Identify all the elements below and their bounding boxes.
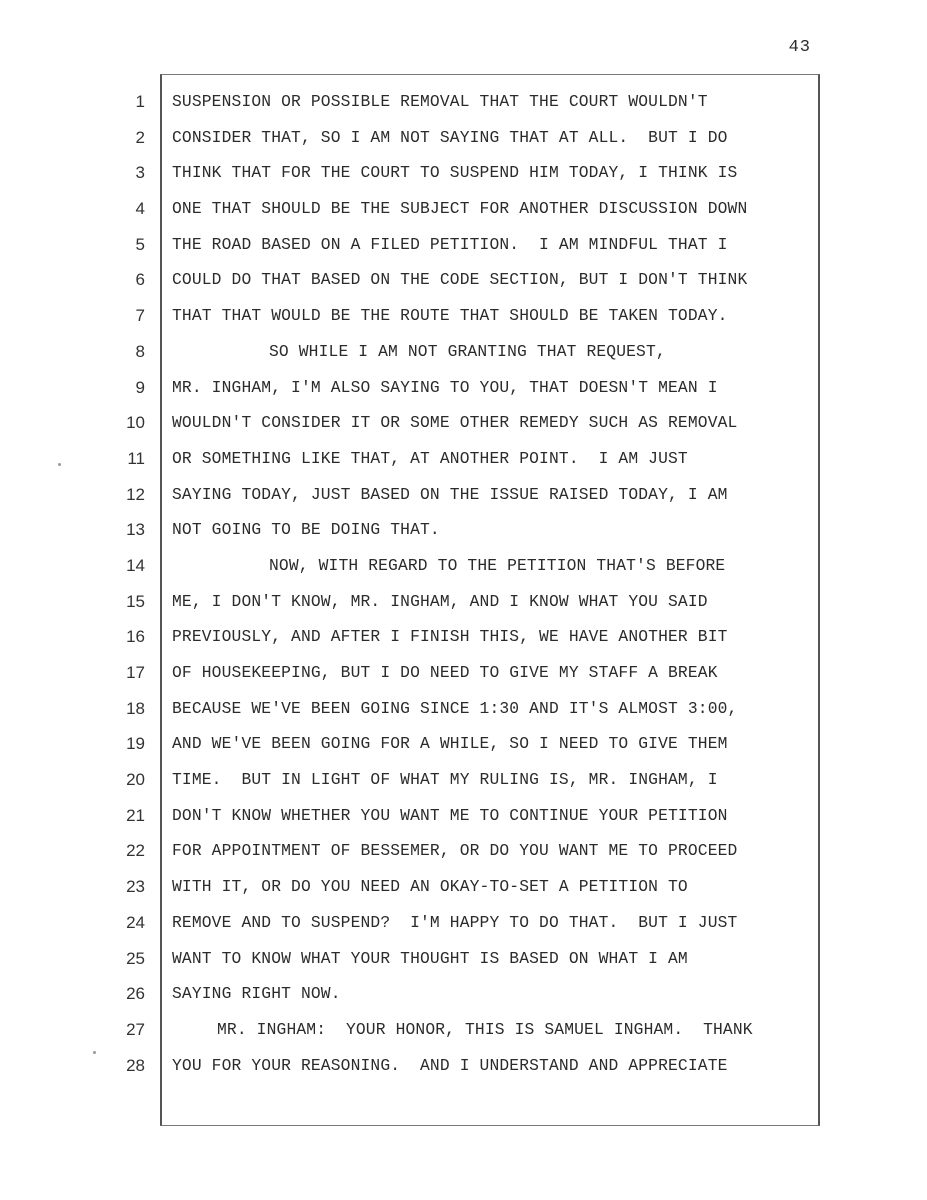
transcript-line: YOU FOR YOUR REASONING. AND I UNDERSTAND AND APPRECIATE (172, 1055, 728, 1075)
line-number: 9 (135, 377, 145, 397)
line-number: 27 (126, 1019, 145, 1039)
line-number: 4 (135, 199, 145, 219)
line-number: 14 (126, 555, 145, 575)
transcript-line: ME, I DON'T KNOW, MR. INGHAM, AND I KNOW WHAT YOU SAID (172, 591, 708, 611)
line-number-column (100, 88, 145, 1087)
transcript-line: THE ROAD BASED ON A FILED PETITION. I AM MINDFUL THAT I (172, 234, 728, 254)
line-number: 5 (135, 234, 145, 254)
transcript-line: THINK THAT FOR THE COURT TO SUSPEND HIM TODAY, I THINK IS (172, 163, 738, 183)
transcript-line: MR. INGHAM, I'M ALSO SAYING TO YOU, THAT DOESN'T MEAN I (172, 377, 718, 397)
transcript-line: WOULDN'T CONSIDER IT OR SOME OTHER REMEDY SUCH AS REMOVAL (172, 413, 738, 433)
transcript-line: COULD DO THAT BASED ON THE CODE SECTION, BUT I DON'T THINK (172, 270, 748, 290)
transcript-line: SAYING RIGHT NOW. (172, 984, 341, 1004)
line-number: 3 (135, 163, 145, 183)
transcript-line: SUSPENSION OR POSSIBLE REMOVAL THAT THE COURT WOULDN'T (172, 92, 708, 111)
transcript-line: NOW, WITH REGARD TO THE PETITION THAT'S BEFORE (269, 555, 726, 575)
line-number: 17 (126, 663, 145, 682)
transcript-line: REMOVE AND TO SUSPEND? I'M HAPPY TO DO THAT. BUT I JUST (172, 912, 738, 932)
transcript-line: DON'T KNOW WHETHER YOU WANT ME TO CONTINUE YOUR PETITION (172, 805, 728, 825)
transcript-line: TIME. BUT IN LIGHT OF WHAT MY RULING IS, MR. INGHAM, I (172, 770, 718, 790)
line-number: 24 (126, 912, 145, 932)
transcript-line: THAT THAT WOULD BE THE ROUTE THAT SHOULD BE TAKEN TODAY. (172, 306, 728, 326)
line-number: 21 (126, 805, 145, 825)
transcript-line: SO WHILE I AM NOT GRANTING THAT REQUEST, (269, 341, 666, 361)
scan-speck (58, 463, 61, 466)
transcript-line: MR. INGHAM: YOUR HONOR, THIS IS SAMUEL INGHAM. THANK (217, 1019, 753, 1039)
line-number: 22 (126, 841, 145, 861)
line-number: 11 (127, 448, 145, 468)
line-number: 2 (135, 127, 145, 147)
line-number: 18 (126, 698, 145, 718)
line-number: 20 (126, 770, 145, 790)
line-number: 10 (126, 413, 145, 433)
transcript-line: SAYING TODAY, JUST BASED ON THE ISSUE RAISED TODAY, I AM (172, 484, 728, 504)
transcript-body (172, 88, 817, 1087)
transcript-line: BECAUSE WE'VE BEEN GOING SINCE 1:30 AND IT'S ALMOST 3:00, (172, 698, 738, 718)
line-number: 25 (126, 948, 145, 968)
line-number: 13 (126, 520, 145, 540)
page-number: 43 (788, 38, 811, 57)
line-number: 19 (126, 734, 145, 754)
transcript-line: FOR APPOINTMENT OF BESSEMER, OR DO YOU WANT ME TO PROCEED (172, 841, 738, 861)
line-number: 26 (126, 984, 145, 1004)
line-number: 28 (126, 1055, 145, 1075)
line-number: 23 (126, 877, 145, 897)
line-number: 6 (135, 270, 145, 290)
line-number: 16 (126, 627, 145, 647)
line-number: 7 (135, 306, 145, 326)
transcript-line: WANT TO KNOW WHAT YOUR THOUGHT IS BASED ON WHAT I AM (172, 948, 688, 968)
transcript-line: AND WE'VE BEEN GOING FOR A WHILE, SO I NEED TO GIVE THEM (172, 734, 728, 754)
scan-speck (93, 1051, 96, 1054)
line-number: 8 (135, 341, 145, 361)
transcript-line: WITH IT, OR DO YOU NEED AN OKAY-TO-SET A PETITION TO (172, 877, 688, 897)
line-number: 15 (126, 591, 145, 611)
line-number: 1 (135, 92, 145, 111)
line-number: 12 (126, 484, 145, 504)
transcript-line: CONSIDER THAT, SO I AM NOT SAYING THAT AT ALL. BUT I DO (172, 127, 728, 147)
transcript-line: PREVIOUSLY, AND AFTER I FINISH THIS, WE HAVE ANOTHER BIT (172, 627, 728, 647)
transcript-line: OF HOUSEKEEPING, BUT I DO NEED TO GIVE MY STAFF A BREAK (172, 663, 718, 682)
transcript-line: OR SOMETHING LIKE THAT, AT ANOTHER POINT. I AM JUST (172, 448, 688, 468)
transcript-line: NOT GOING TO BE DOING THAT. (172, 520, 440, 540)
transcript-line: ONE THAT SHOULD BE THE SUBJECT FOR ANOTHER DISCUSSION DOWN (172, 199, 748, 219)
